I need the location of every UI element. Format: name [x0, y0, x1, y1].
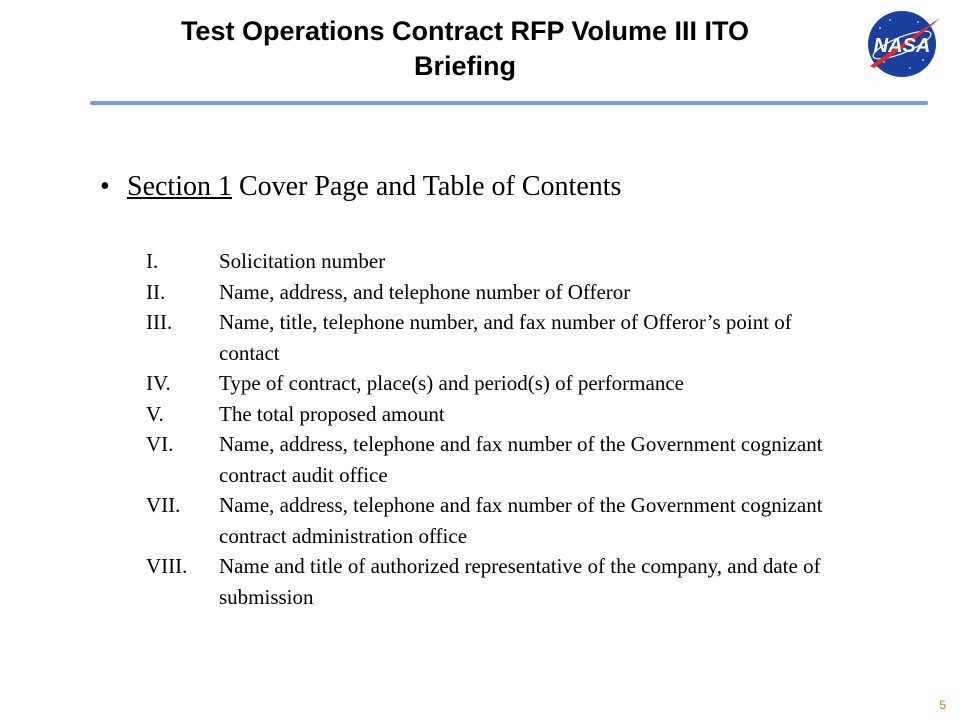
nasa-logo — [860, 6, 944, 82]
section-label: Section 1 — [127, 171, 232, 202]
toc-item — [146, 246, 846, 277]
page-number: 5 — [939, 698, 946, 712]
section-title: Cover Page and Table of Contents — [232, 171, 622, 202]
toc-item-text: Name, title, telephone number, and fax number of Offeror’s point of contact — [219, 310, 792, 365]
logo-star — [889, 19, 891, 21]
bullet-icon: • — [100, 171, 110, 202]
toc-item-text: Name, address, telephone and fax number of the Government cognizant contract administration office — [219, 493, 823, 548]
logo-star — [917, 21, 919, 23]
toc-item-text: Name and title of authorized representative of the company, and date of submission — [219, 554, 821, 609]
toc-item — [146, 368, 846, 399]
toc-item-number: VIII. — [146, 554, 188, 578]
toc-item-text: Name, address, and telephone number of Offeror — [219, 279, 631, 304]
toc-item-number: VII. — [146, 493, 181, 517]
toc-item-number: VI. — [146, 432, 174, 456]
nasa-logo-text: NASA — [873, 35, 931, 57]
title-line-2: Briefing — [413, 51, 516, 81]
toc-item-number: II. — [146, 279, 166, 304]
title-line-1: Test Operations Contract RFP Volume III ITO — [180, 16, 750, 46]
toc-item-text: Type of contract, place(s) and period(s) of performance — [219, 371, 684, 395]
toc-item — [146, 490, 846, 551]
toc-item-text: Solicitation number — [219, 249, 386, 273]
toc-item-number: V. — [146, 401, 164, 426]
toc-item — [146, 277, 846, 308]
toc-item-number: III. — [146, 310, 173, 334]
title-underline-rule — [90, 101, 928, 105]
toc-item-text: The total proposed amount — [219, 401, 445, 426]
table-of-contents-list — [146, 246, 846, 612]
toc-item-text: Name, address, telephone and fax number of the Government cognizant contract audit office — [219, 432, 823, 487]
logo-star — [922, 59, 924, 61]
toc-item-number: IV. — [146, 371, 171, 395]
logo-star — [909, 67, 910, 68]
toc-item — [146, 399, 846, 430]
toc-item — [146, 429, 846, 490]
section-bullet — [100, 168, 621, 206]
slide-title — [120, 14, 810, 84]
toc-item — [146, 307, 846, 368]
logo-star — [879, 27, 881, 29]
toc-item-number: I. — [146, 249, 159, 273]
toc-item — [146, 551, 846, 612]
